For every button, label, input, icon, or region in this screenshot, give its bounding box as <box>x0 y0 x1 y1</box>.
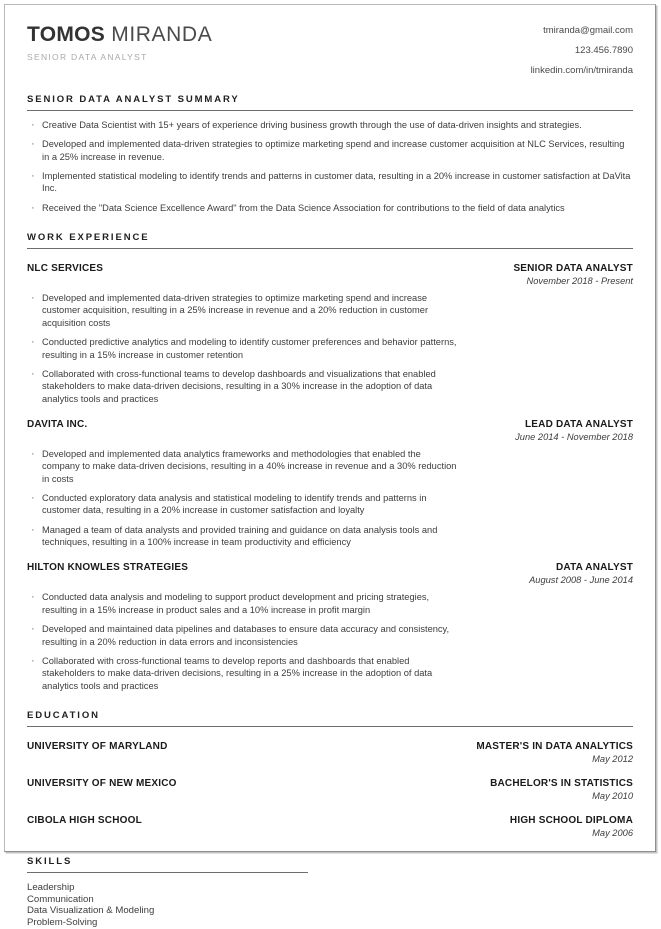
work-entry-header <box>27 263 633 286</box>
first-name: TOMOS <box>27 23 106 46</box>
list-item: Problem-Solving <box>27 917 98 929</box>
identity-block <box>27 23 212 62</box>
employer-name: NLC SERVICES <box>27 263 104 275</box>
job-title: DATA ANALYST <box>555 562 633 574</box>
contact-linkedin[interactable]: linkedin.com/in/tmiranda <box>530 64 633 76</box>
degree-name: BACHELOR'S IN STATISTICS <box>490 777 633 789</box>
work-entry-header <box>27 562 633 585</box>
work-entry <box>27 263 633 405</box>
education-entry-meta <box>490 778 633 801</box>
education-entry <box>27 778 633 801</box>
education-entry <box>27 815 633 838</box>
education-heading: EDUCATION <box>27 709 100 721</box>
page-title <box>27 23 212 47</box>
graduation-date: May 2006 <box>592 827 633 838</box>
section-summary <box>27 94 633 214</box>
list-item: · Collaborated with cross-functional teams to develop reports and dashboards that enabled stakeholders to make data-driven decisions, resulting in a 25% increase in the adoption of data analytics tools and practices <box>27 655 459 692</box>
list-item: · Developed and implemented data-driven strategies to optimize marketing spend and increase customer acquisition at NLC Services, resulting in a 25% increase in revenue. <box>27 138 633 163</box>
list-item: · Managed a team of data analysts and provided training and guidance on data analysis tools and techniques, resulting in a 100% increase in team productivity and efficiency <box>27 524 459 549</box>
list-item: · Collaborated with cross-functional teams to develop dashboards and visualizations that enabled stakeholders to make data-driven decisions, resulting in a 30% increase in the adoption of data analytics tools and practices <box>27 368 459 405</box>
work-experience-divider <box>27 248 633 249</box>
resume-page <box>4 4 656 929</box>
work-entry-header <box>27 419 633 442</box>
section-work-experience <box>27 232 633 692</box>
degree-name: HIGH SCHOOL DIPLOMA <box>509 814 633 826</box>
education-entry-meta <box>476 741 633 764</box>
contact-phone[interactable]: 123.456.7890 <box>574 44 633 56</box>
degree-name: MASTER'S IN DATA ANALYTICS <box>476 740 633 752</box>
school-name: UNIVERSITY OF NEW MEXICO <box>27 777 177 789</box>
resume-header <box>27 5 633 76</box>
school-name: UNIVERSITY OF MARYLAND <box>27 740 168 752</box>
contact-email[interactable]: tmiranda@gmail.com <box>543 25 633 36</box>
summary-heading: SENIOR DATA ANALYST SUMMARY <box>27 93 240 105</box>
list-item: · Conducted predictive analytics and modeling to identify customer preferences and behavior patterns, resulting in a 15% increase in customer retention <box>27 336 459 361</box>
work-experience-heading: WORK EXPERIENCE <box>27 232 150 244</box>
list-item: · Conducted exploratory data analysis and statistical modeling to identify trends and patterns in customer data, resulting in a 20% increase in customer satisfaction and loyalty <box>27 492 459 517</box>
school-name: CIBOLA HIGH SCHOOL <box>27 814 142 826</box>
employer-name: HILTON KNOWLES STRATEGIES <box>27 562 189 574</box>
job-dates: November 2018 - Present <box>526 276 633 287</box>
section-skills <box>27 856 633 929</box>
work-entry-meta <box>529 562 633 585</box>
work-entry-meta <box>515 419 633 442</box>
list-item: Leadership <box>27 881 75 893</box>
contact-block <box>531 23 633 76</box>
section-education <box>27 710 633 838</box>
last-name: MIRANDA <box>111 23 213 46</box>
list-item: · Creative Data Scientist with 15+ years of experience driving business growth through the use of data-driven insights and strategies. <box>27 119 633 131</box>
education-divider <box>27 726 633 727</box>
summary-bullet-list <box>27 119 633 214</box>
list-item: · Received the "Data Science Excellence Award" from the Data Science Association for contributions to the field of data analytics <box>27 202 633 214</box>
work-bullet-list <box>27 591 459 692</box>
graduation-date: May 2012 <box>592 753 633 764</box>
skills-list <box>27 882 633 929</box>
list-item: · Conducted data analysis and modeling to support product development and pricing strategies, resulting in a 15% increase in product sales and a 10% increase in profit margin <box>27 591 459 616</box>
work-bullet-list <box>27 292 459 405</box>
summary-divider <box>27 110 633 111</box>
job-dates: August 2008 - June 2014 <box>529 575 633 586</box>
professional-title: SENIOR DATA ANALYST <box>27 52 148 63</box>
list-item: · Implemented statistical modeling to identify trends and patterns in customer data, resulting in a 20% increase in customer satisfaction at DaVita Inc. <box>27 170 633 195</box>
work-bullet-list <box>27 448 459 549</box>
work-entry-meta <box>513 263 633 286</box>
work-entry <box>27 562 633 692</box>
skills-heading: SKILLS <box>27 855 73 867</box>
graduation-date: May 2010 <box>592 790 633 801</box>
work-entry <box>27 419 633 549</box>
employer-name: DAVITA INC. <box>27 418 88 430</box>
education-entry <box>27 741 633 764</box>
list-item: · Developed and maintained data pipelines and databases to ensure data accuracy and consistency, resulting in a 20% reduction in data errors and inconsistencies <box>27 623 459 648</box>
list-item: Communication <box>27 893 94 905</box>
list-item: · Developed and implemented data analytics frameworks and methodologies that enabled the company to make data-driven decisions, resulting in a 40% increase in revenue and a 30% reduction in costs <box>27 448 459 485</box>
job-dates: June 2014 - November 2018 <box>515 431 633 442</box>
job-title: LEAD DATA ANALYST <box>524 418 633 430</box>
education-entry-meta <box>510 815 633 838</box>
list-item: Data Visualization & Modeling <box>27 905 155 917</box>
list-item: · Developed and implemented data-driven strategies to optimize marketing spend and increase customer acquisition, resulting in a 25% increase in revenue and a 20% reduction in customer acquisition costs <box>27 292 459 329</box>
skills-divider <box>27 872 308 873</box>
job-title: SENIOR DATA ANALYST <box>513 263 633 275</box>
